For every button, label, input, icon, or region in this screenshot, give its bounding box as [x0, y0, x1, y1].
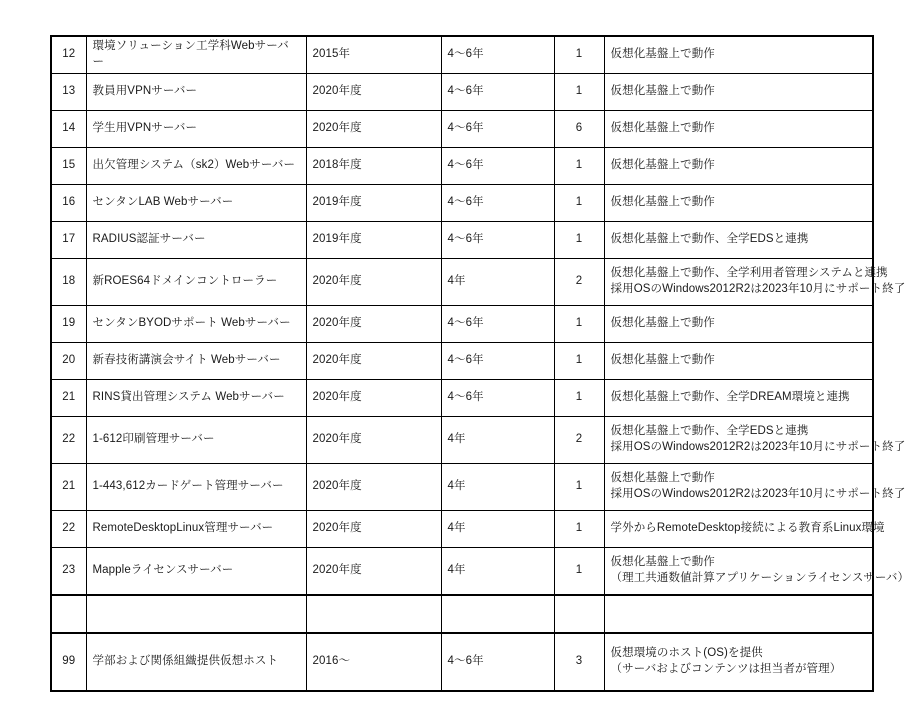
- cell-index: 17: [51, 222, 86, 259]
- cell-lifetime: 4～6年: [441, 185, 554, 222]
- table-row: [51, 595, 873, 633]
- cell-lifetime: 4～6年: [441, 633, 554, 691]
- note-line: 採用OSのWindows2012R2は2023年10月にサポート終了: [610, 283, 906, 295]
- cell-name: [86, 595, 306, 633]
- cell-quantity: 3: [554, 633, 604, 691]
- cell-quantity: 1: [554, 74, 604, 111]
- table-row: [51, 259, 873, 306]
- cell-year: 2020年度: [306, 306, 441, 343]
- cell-lifetime: 4～6年: [441, 222, 554, 259]
- inventory-table-wrapper: [50, 35, 910, 692]
- cell-year: 2020年度: [306, 417, 441, 464]
- cell-index: 22: [51, 511, 86, 548]
- note-line: 仮想化基盤上で動作: [610, 196, 715, 209]
- table-row: [51, 511, 873, 548]
- cell-quantity: 6: [554, 111, 604, 148]
- cell-quantity: [554, 595, 604, 633]
- cell-note: [604, 148, 873, 185]
- cell-year: 2020年度: [306, 111, 441, 148]
- table-row: [51, 633, 873, 691]
- cell-name: 学生用VPNサーバー: [86, 111, 306, 148]
- note-line: 仮想化基盤上で動作: [610, 556, 715, 569]
- note-line: 仮想化基盤上で動作: [610, 159, 715, 172]
- cell-lifetime: 4～6年: [441, 343, 554, 380]
- cell-name: RemoteDesktopLinux管理サーバー: [86, 511, 306, 548]
- cell-name: センタンBYODサポート Webサーバー: [86, 306, 306, 343]
- cell-index: 18: [51, 259, 86, 306]
- cell-note: [604, 511, 885, 548]
- cell-note: [604, 306, 873, 343]
- cell-lifetime: 4～6年: [441, 36, 554, 74]
- note-line: 仮想化基盤上で動作、全学利用者管理システムと連携: [610, 267, 888, 280]
- note-line: 採用OSのWindows2012R2は2023年10月にサポート終了: [610, 488, 906, 500]
- cell-year: 2020年度: [306, 548, 441, 596]
- note-line: 仮想化基盤上で動作: [610, 122, 715, 135]
- cell-index: 99: [51, 633, 86, 691]
- cell-year: 2020年度: [306, 74, 441, 111]
- cell-name: 1-612印刷管理サーバー: [86, 417, 306, 464]
- cell-year: 2020年度: [306, 380, 441, 417]
- cell-note: [604, 74, 873, 111]
- cell-note: [604, 464, 906, 511]
- cell-lifetime: 4年: [441, 464, 554, 511]
- cell-year: [306, 595, 441, 633]
- table-row: [51, 74, 873, 111]
- cell-note: [604, 633, 873, 691]
- cell-year: 2018年度: [306, 148, 441, 185]
- cell-year: 2020年度: [306, 343, 441, 380]
- cell-quantity: 1: [554, 511, 604, 548]
- table-row: [51, 343, 873, 380]
- cell-lifetime: 4年: [441, 417, 554, 464]
- table-row: [51, 380, 873, 417]
- cell-name: 学部および関係組織提供仮想ホスト: [86, 633, 306, 691]
- cell-note: [604, 548, 910, 596]
- cell-name: 環境ソリューション工学科Webサーバー: [86, 36, 306, 74]
- note-line: 仮想化基盤上で動作: [610, 354, 715, 367]
- cell-lifetime: 4～6年: [441, 380, 554, 417]
- cell-year: 2019年度: [306, 222, 441, 259]
- table-row: [51, 306, 873, 343]
- cell-name: Mappleライセンスサーバー: [86, 548, 306, 596]
- cell-quantity: 2: [554, 259, 604, 306]
- cell-year: 2016～: [306, 633, 441, 691]
- table-body: [51, 36, 910, 691]
- cell-index: 16: [51, 185, 86, 222]
- cell-name: 出欠管理システム（sk2）Webサーバー: [86, 148, 306, 185]
- cell-index: 21: [51, 464, 86, 511]
- cell-index: 13: [51, 74, 86, 111]
- note-line: 仮想化基盤上で動作: [610, 317, 715, 330]
- table-row: [51, 464, 873, 511]
- table-row: [51, 111, 873, 148]
- table-row: [51, 36, 873, 74]
- cell-index: [51, 595, 86, 633]
- cell-quantity: 1: [554, 36, 604, 74]
- note-line: （サーバおよびコンテンツは担当者が管理）: [610, 663, 842, 675]
- cell-note: [604, 380, 873, 417]
- cell-quantity: 1: [554, 222, 604, 259]
- cell-name: センタンLAB Webサーバー: [86, 185, 306, 222]
- note-line: （理工共通数値計算アプリケーションライセンスサーバ）: [610, 572, 910, 584]
- cell-index: 12: [51, 36, 86, 74]
- note-line: 仮想化基盤上で動作: [610, 48, 715, 61]
- cell-year: 2020年度: [306, 511, 441, 548]
- cell-lifetime: 4年: [441, 511, 554, 548]
- cell-index: 20: [51, 343, 86, 380]
- note-line: 採用OSのWindows2012R2は2023年10月にサポート終了: [610, 441, 906, 453]
- cell-lifetime: 4～6年: [441, 111, 554, 148]
- note-line: 仮想環境のホスト(OS)を提供: [610, 647, 763, 660]
- cell-note: [604, 36, 873, 74]
- note-line: 仮想化基盤上で動作: [610, 472, 715, 485]
- cell-quantity: 1: [554, 185, 604, 222]
- note-line: 仮想化基盤上で動作、全学DREAM環境と連携: [610, 391, 850, 404]
- cell-note: [604, 595, 873, 633]
- note-line: 仮想化基盤上で動作: [610, 85, 715, 98]
- cell-name: 1-443,612カードゲート管理サーバー: [86, 464, 306, 511]
- cell-name: RINS貸出管理システム Webサーバー: [86, 380, 306, 417]
- note-line: 学外からRemoteDesktop接続による教育系Linux環境: [610, 522, 885, 535]
- cell-year: 2015年: [306, 36, 441, 74]
- cell-quantity: 1: [554, 380, 604, 417]
- table-row: [51, 548, 873, 596]
- cell-index: 14: [51, 111, 86, 148]
- cell-note: [604, 222, 873, 259]
- note-line: 仮想化基盤上で動作、全学EDSと連携: [610, 425, 809, 438]
- cell-lifetime: 4年: [441, 548, 554, 596]
- server-inventory-table: [50, 35, 910, 692]
- cell-quantity: 1: [554, 464, 604, 511]
- cell-lifetime: 4～6年: [441, 148, 554, 185]
- cell-year: 2020年度: [306, 259, 441, 306]
- cell-year: 2019年度: [306, 185, 441, 222]
- cell-quantity: 1: [554, 343, 604, 380]
- cell-index: 19: [51, 306, 86, 343]
- cell-index: 22: [51, 417, 86, 464]
- cell-lifetime: 4年: [441, 259, 554, 306]
- cell-index: 21: [51, 380, 86, 417]
- cell-index: 23: [51, 548, 86, 596]
- cell-note: [604, 417, 906, 464]
- cell-quantity: 1: [554, 148, 604, 185]
- cell-lifetime: 4～6年: [441, 306, 554, 343]
- cell-name: 新ROES64ドメインコントローラー: [86, 259, 306, 306]
- cell-note: [604, 111, 873, 148]
- cell-name: 教員用VPNサーバー: [86, 74, 306, 111]
- cell-index: 15: [51, 148, 86, 185]
- table-row: [51, 148, 873, 185]
- table-row: [51, 417, 873, 464]
- cell-quantity: 2: [554, 417, 604, 464]
- cell-note: [604, 185, 873, 222]
- cell-note: [604, 259, 906, 306]
- cell-note: [604, 343, 873, 380]
- cell-lifetime: 4～6年: [441, 74, 554, 111]
- table-row: [51, 185, 873, 222]
- cell-quantity: 1: [554, 306, 604, 343]
- cell-year: 2020年度: [306, 464, 441, 511]
- cell-lifetime: [441, 595, 554, 633]
- cell-name: 新春技術講演会サイト Webサーバー: [86, 343, 306, 380]
- cell-name: RADIUS認証サーバー: [86, 222, 306, 259]
- table-row: [51, 222, 873, 259]
- note-line: 仮想化基盤上で動作、全学EDSと連携: [610, 233, 809, 246]
- cell-quantity: 1: [554, 548, 604, 596]
